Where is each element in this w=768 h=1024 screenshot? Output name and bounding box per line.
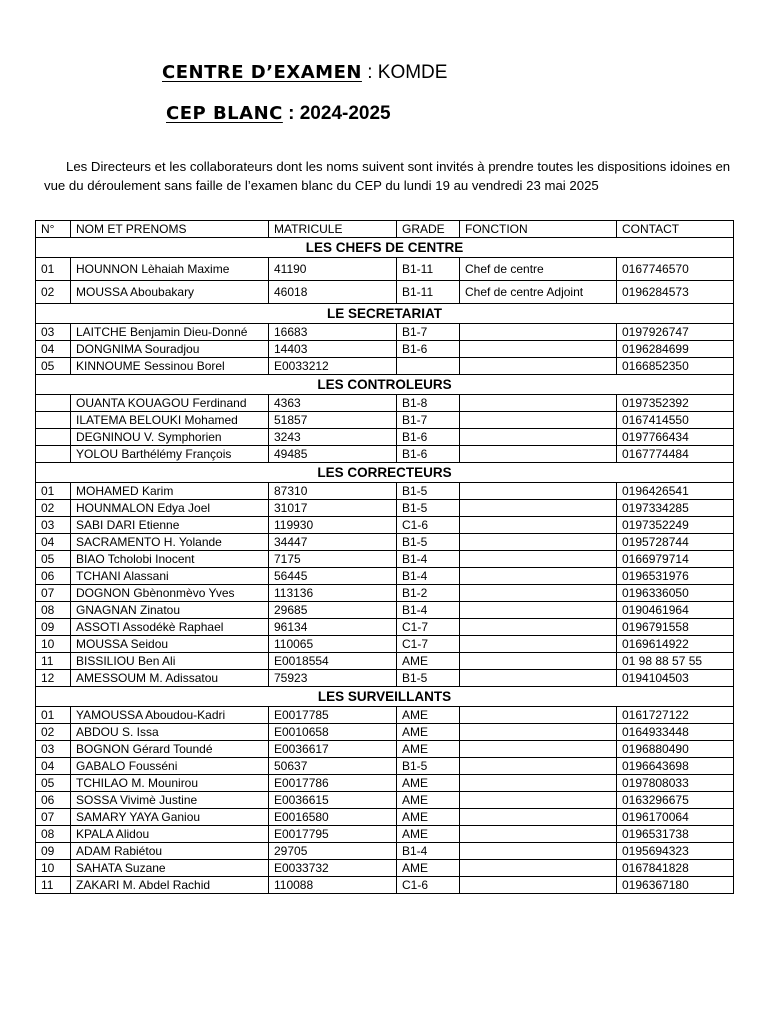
cell-contact: 0161727122 (617, 707, 734, 724)
table-row (36, 585, 734, 602)
cell-number (36, 395, 71, 412)
cell-grade: B1-11 (397, 258, 460, 281)
table-row (36, 412, 734, 429)
cell-number: 05 (36, 775, 71, 792)
cell-number: 02 (36, 281, 71, 304)
cell-grade: AME (397, 809, 460, 826)
cell-grade: B1-11 (397, 281, 460, 304)
section-title: LE SECRETARIAT (36, 304, 734, 324)
column-header-name: NOM ET PRENOMS (71, 221, 269, 238)
cell-matricule: 113136 (269, 585, 397, 602)
cell-number: 04 (36, 758, 71, 775)
cell-grade: C1-6 (397, 877, 460, 894)
cell-matricule: E0016580 (269, 809, 397, 826)
cell-fonction (460, 395, 617, 412)
table-row (36, 517, 734, 534)
cell-fonction (460, 860, 617, 877)
cell-grade: B1-4 (397, 551, 460, 568)
cell-name: SABI DARI Etienne (71, 517, 269, 534)
cell-name: ADAM Rabiétou (71, 843, 269, 860)
cell-name: DONGNIMA Souradjou (71, 341, 269, 358)
table-row (36, 551, 734, 568)
cell-grade (397, 358, 460, 375)
cell-contact: 0197766434 (617, 429, 734, 446)
cell-grade: B1-2 (397, 585, 460, 602)
cell-fonction (460, 826, 617, 843)
cell-grade: AME (397, 860, 460, 877)
cell-grade: C1-7 (397, 636, 460, 653)
cell-matricule: 87310 (269, 483, 397, 500)
cell-grade: C1-6 (397, 517, 460, 534)
cell-number: 02 (36, 500, 71, 517)
cell-fonction (460, 758, 617, 775)
table-row (36, 860, 734, 877)
cell-contact: 0197926747 (617, 324, 734, 341)
cell-contact: 0196284699 (617, 341, 734, 358)
cell-grade: B1-5 (397, 500, 460, 517)
cell-grade: AME (397, 826, 460, 843)
cell-fonction (460, 843, 617, 860)
cell-name: ABDOU S. Issa (71, 724, 269, 741)
cell-contact: 0197334285 (617, 500, 734, 517)
cell-contact: 0197352249 (617, 517, 734, 534)
cell-matricule: 75923 (269, 670, 397, 687)
table-row (36, 792, 734, 809)
cell-fonction (460, 568, 617, 585)
table-row (36, 324, 734, 341)
cell-matricule: 119930 (269, 517, 397, 534)
intro-paragraph (44, 157, 734, 195)
section-header-row (36, 687, 734, 707)
cell-grade: B1-5 (397, 534, 460, 551)
cell-matricule: 31017 (269, 500, 397, 517)
cell-matricule: 4363 (269, 395, 397, 412)
cell-number: 02 (36, 724, 71, 741)
cell-name: DOGNON Gbènonmèvo Yves (71, 585, 269, 602)
cell-fonction (460, 341, 617, 358)
cell-matricule: E0033732 (269, 860, 397, 877)
cell-matricule: E0017786 (269, 775, 397, 792)
cell-name: BISSILIOU Ben Ali (71, 653, 269, 670)
table-row (36, 341, 734, 358)
cell-number: 09 (36, 619, 71, 636)
cell-number: 03 (36, 324, 71, 341)
cell-matricule: 34447 (269, 534, 397, 551)
cell-matricule: 56445 (269, 568, 397, 585)
exam-session-title (166, 100, 391, 126)
cell-grade: B1-4 (397, 843, 460, 860)
section-title: LES CHEFS DE CENTRE (36, 238, 734, 258)
cell-fonction (460, 741, 617, 758)
cell-grade: B1-4 (397, 602, 460, 619)
cell-name: MOUSSA Aboubakary (71, 281, 269, 304)
cell-contact: 0196284573 (617, 281, 734, 304)
table-row (36, 758, 734, 775)
cell-contact: 0195728744 (617, 534, 734, 551)
cell-name: KINNOUME Sessinou Borel (71, 358, 269, 375)
cell-contact: 0196531976 (617, 568, 734, 585)
cell-contact: 0190461964 (617, 602, 734, 619)
cell-name: ILATEMA BELOUKI Mohamed (71, 412, 269, 429)
cell-grade: B1-5 (397, 758, 460, 775)
cell-matricule: 96134 (269, 619, 397, 636)
cell-contact: 0167746570 (617, 258, 734, 281)
cell-fonction (460, 446, 617, 463)
cell-number (36, 429, 71, 446)
cell-contact: 0197808033 (617, 775, 734, 792)
cell-number: 05 (36, 551, 71, 568)
cell-number: 04 (36, 341, 71, 358)
column-header-matricule: MATRICULE (269, 221, 397, 238)
cell-matricule: 7175 (269, 551, 397, 568)
cell-name: HOUNMALON Edya Joel (71, 500, 269, 517)
table-header-row (36, 221, 734, 238)
cell-matricule: 50637 (269, 758, 397, 775)
cell-contact: 0196426541 (617, 483, 734, 500)
cell-fonction (460, 653, 617, 670)
cell-matricule: E0033212 (269, 358, 397, 375)
cell-contact: 0167841828 (617, 860, 734, 877)
exam-session-value: : 2024-2025 (282, 103, 391, 124)
cell-grade: C1-7 (397, 619, 460, 636)
cell-matricule: 41190 (269, 258, 397, 281)
cell-name: YAMOUSSA Aboudou-Kadri (71, 707, 269, 724)
section-title: LES SURVEILLANTS (36, 687, 734, 707)
column-header-grade: GRADE (397, 221, 460, 238)
cell-grade: B1-5 (397, 670, 460, 687)
cell-grade: B1-4 (397, 568, 460, 585)
cell-name: BOGNON Gérard Toundé (71, 741, 269, 758)
cell-grade: B1-7 (397, 324, 460, 341)
column-header-contact: CONTACT (617, 221, 734, 238)
cell-number: 04 (36, 534, 71, 551)
cell-fonction (460, 517, 617, 534)
cell-fonction (460, 792, 617, 809)
section-header-row (36, 463, 734, 483)
table-row (36, 809, 734, 826)
staff-table-body (36, 221, 734, 894)
cell-number (36, 412, 71, 429)
intro-text: Les Directeurs et les collaborateurs dont les noms suivent sont invités à prendre toutes les dispositions idoines en vue du déroulement sans faille de l’examen blanc du CEP du lundi 19 au vendredi 23 mai 2025 (44, 159, 731, 193)
cell-contact: 0164933448 (617, 724, 734, 741)
cell-fonction (460, 483, 617, 500)
cell-grade: B1-7 (397, 412, 460, 429)
cell-number: 10 (36, 636, 71, 653)
table-row (36, 653, 734, 670)
cell-fonction (460, 775, 617, 792)
cell-number: 08 (36, 602, 71, 619)
cell-grade: B1-6 (397, 446, 460, 463)
column-header-fonction: FONCTION (460, 221, 617, 238)
cell-fonction (460, 670, 617, 687)
cell-number: 06 (36, 568, 71, 585)
cell-matricule: 110065 (269, 636, 397, 653)
cell-grade: B1-6 (397, 341, 460, 358)
cell-fonction (460, 429, 617, 446)
cell-contact: 0197352392 (617, 395, 734, 412)
cell-grade: B1-5 (397, 483, 460, 500)
cell-contact: 0166979714 (617, 551, 734, 568)
section-header-row (36, 238, 734, 258)
cell-contact: 0169614922 (617, 636, 734, 653)
cell-contact: 0196531738 (617, 826, 734, 843)
cell-contact: 0196643698 (617, 758, 734, 775)
cell-matricule: E0018554 (269, 653, 397, 670)
cell-contact: 0196170064 (617, 809, 734, 826)
cell-grade: AME (397, 707, 460, 724)
cell-number: 11 (36, 877, 71, 894)
cell-fonction (460, 809, 617, 826)
cell-fonction (460, 619, 617, 636)
cell-matricule: E0036615 (269, 792, 397, 809)
cell-contact: 0196336050 (617, 585, 734, 602)
cell-grade: B1-8 (397, 395, 460, 412)
cell-matricule: E0010658 (269, 724, 397, 741)
table-row (36, 534, 734, 551)
exam-center-label: CENTRE D’EXAMEN (162, 62, 362, 83)
cell-number: 07 (36, 809, 71, 826)
cell-fonction (460, 877, 617, 894)
cell-contact: 0167774484 (617, 446, 734, 463)
table-row (36, 281, 734, 304)
table-row (36, 724, 734, 741)
cell-matricule: 110088 (269, 877, 397, 894)
cell-contact: 0195694323 (617, 843, 734, 860)
table-row (36, 568, 734, 585)
table-row (36, 483, 734, 500)
cell-name: MOHAMED Karim (71, 483, 269, 500)
table-row (36, 358, 734, 375)
cell-contact: 01 98 88 57 55 (617, 653, 734, 670)
cell-matricule: E0017795 (269, 826, 397, 843)
cell-name: DEGNINOU V. Symphorien (71, 429, 269, 446)
table-row (36, 619, 734, 636)
cell-number (36, 446, 71, 463)
cell-name: MOUSSA Seidou (71, 636, 269, 653)
cell-name: ZAKARI M. Abdel Rachid (71, 877, 269, 894)
cell-grade: AME (397, 724, 460, 741)
section-header-row (36, 375, 734, 395)
cell-contact: 0167414550 (617, 412, 734, 429)
cell-fonction (460, 707, 617, 724)
cell-matricule: 16683 (269, 324, 397, 341)
cell-matricule: E0036617 (269, 741, 397, 758)
cell-contact: 0194104503 (617, 670, 734, 687)
cell-name: TCHILAO M. Mounirou (71, 775, 269, 792)
table-row (36, 258, 734, 281)
cell-matricule: E0017785 (269, 707, 397, 724)
cell-name: GNAGNAN Zinatou (71, 602, 269, 619)
cell-fonction (460, 500, 617, 517)
cell-matricule: 49485 (269, 446, 397, 463)
cell-number: 01 (36, 707, 71, 724)
cell-fonction: Chef de centre (460, 258, 617, 281)
table-row (36, 775, 734, 792)
cell-number: 03 (36, 517, 71, 534)
cell-name: AMESSOUM M. Adissatou (71, 670, 269, 687)
exam-center-value: : KOMDE (361, 62, 448, 83)
table-row (36, 670, 734, 687)
cell-number: 11 (36, 653, 71, 670)
table-row (36, 395, 734, 412)
cell-name: HOUNNON Lèhaiah Maxime (71, 258, 269, 281)
exam-session-label: CEP BLANC (166, 103, 283, 124)
cell-name: SAMARY YAYA Ganiou (71, 809, 269, 826)
cell-number: 05 (36, 358, 71, 375)
cell-name: SAHATA Suzane (71, 860, 269, 877)
cell-name: KPALA Alidou (71, 826, 269, 843)
cell-fonction (460, 585, 617, 602)
cell-fonction (460, 324, 617, 341)
cell-contact: 0196367180 (617, 877, 734, 894)
cell-number: 08 (36, 826, 71, 843)
cell-matricule: 51857 (269, 412, 397, 429)
cell-matricule: 3243 (269, 429, 397, 446)
table-row (36, 446, 734, 463)
cell-number: 07 (36, 585, 71, 602)
table-row (36, 826, 734, 843)
cell-number: 10 (36, 860, 71, 877)
cell-fonction (460, 551, 617, 568)
cell-fonction (460, 534, 617, 551)
cell-name: YOLOU Barthélémy François (71, 446, 269, 463)
cell-matricule: 29685 (269, 602, 397, 619)
section-header-row (36, 304, 734, 324)
cell-grade: AME (397, 653, 460, 670)
cell-number: 12 (36, 670, 71, 687)
cell-contact: 0166852350 (617, 358, 734, 375)
table-row (36, 741, 734, 758)
table-row (36, 877, 734, 894)
cell-fonction (460, 724, 617, 741)
cell-name: LAITCHE Benjamin Dieu-Donné (71, 324, 269, 341)
cell-number: 09 (36, 843, 71, 860)
exam-center-title (162, 59, 447, 85)
cell-name: SOSSA Vivimè Justine (71, 792, 269, 809)
cell-fonction: Chef de centre Adjoint (460, 281, 617, 304)
section-title: LES CORRECTEURS (36, 463, 734, 483)
column-header-number: N° (36, 221, 71, 238)
table-row (36, 500, 734, 517)
cell-grade: AME (397, 775, 460, 792)
cell-name: GABALO Fousséni (71, 758, 269, 775)
cell-contact: 0196880490 (617, 741, 734, 758)
table-row (36, 843, 734, 860)
cell-fonction (460, 636, 617, 653)
cell-matricule: 14403 (269, 341, 397, 358)
cell-number: 01 (36, 483, 71, 500)
cell-matricule: 46018 (269, 281, 397, 304)
cell-name: SACRAMENTO H. Yolande (71, 534, 269, 551)
table-row (36, 636, 734, 653)
staff-table (35, 220, 734, 894)
cell-contact: 0196791558 (617, 619, 734, 636)
cell-grade: AME (397, 792, 460, 809)
section-title: LES CONTROLEURS (36, 375, 734, 395)
cell-matricule: 29705 (269, 843, 397, 860)
table-row (36, 429, 734, 446)
cell-number: 01 (36, 258, 71, 281)
table-row (36, 707, 734, 724)
cell-name: TCHANI Alassani (71, 568, 269, 585)
cell-name: ASSOTI Assodékè Raphael (71, 619, 269, 636)
cell-name: OUANTA KOUAGOU Ferdinand (71, 395, 269, 412)
cell-grade: B1-6 (397, 429, 460, 446)
cell-fonction (460, 358, 617, 375)
table-row (36, 602, 734, 619)
cell-fonction (460, 602, 617, 619)
cell-grade: AME (397, 741, 460, 758)
cell-name: BIAO Tcholobi Inocent (71, 551, 269, 568)
cell-fonction (460, 412, 617, 429)
cell-contact: 0163296675 (617, 792, 734, 809)
cell-number: 06 (36, 792, 71, 809)
cell-number: 03 (36, 741, 71, 758)
